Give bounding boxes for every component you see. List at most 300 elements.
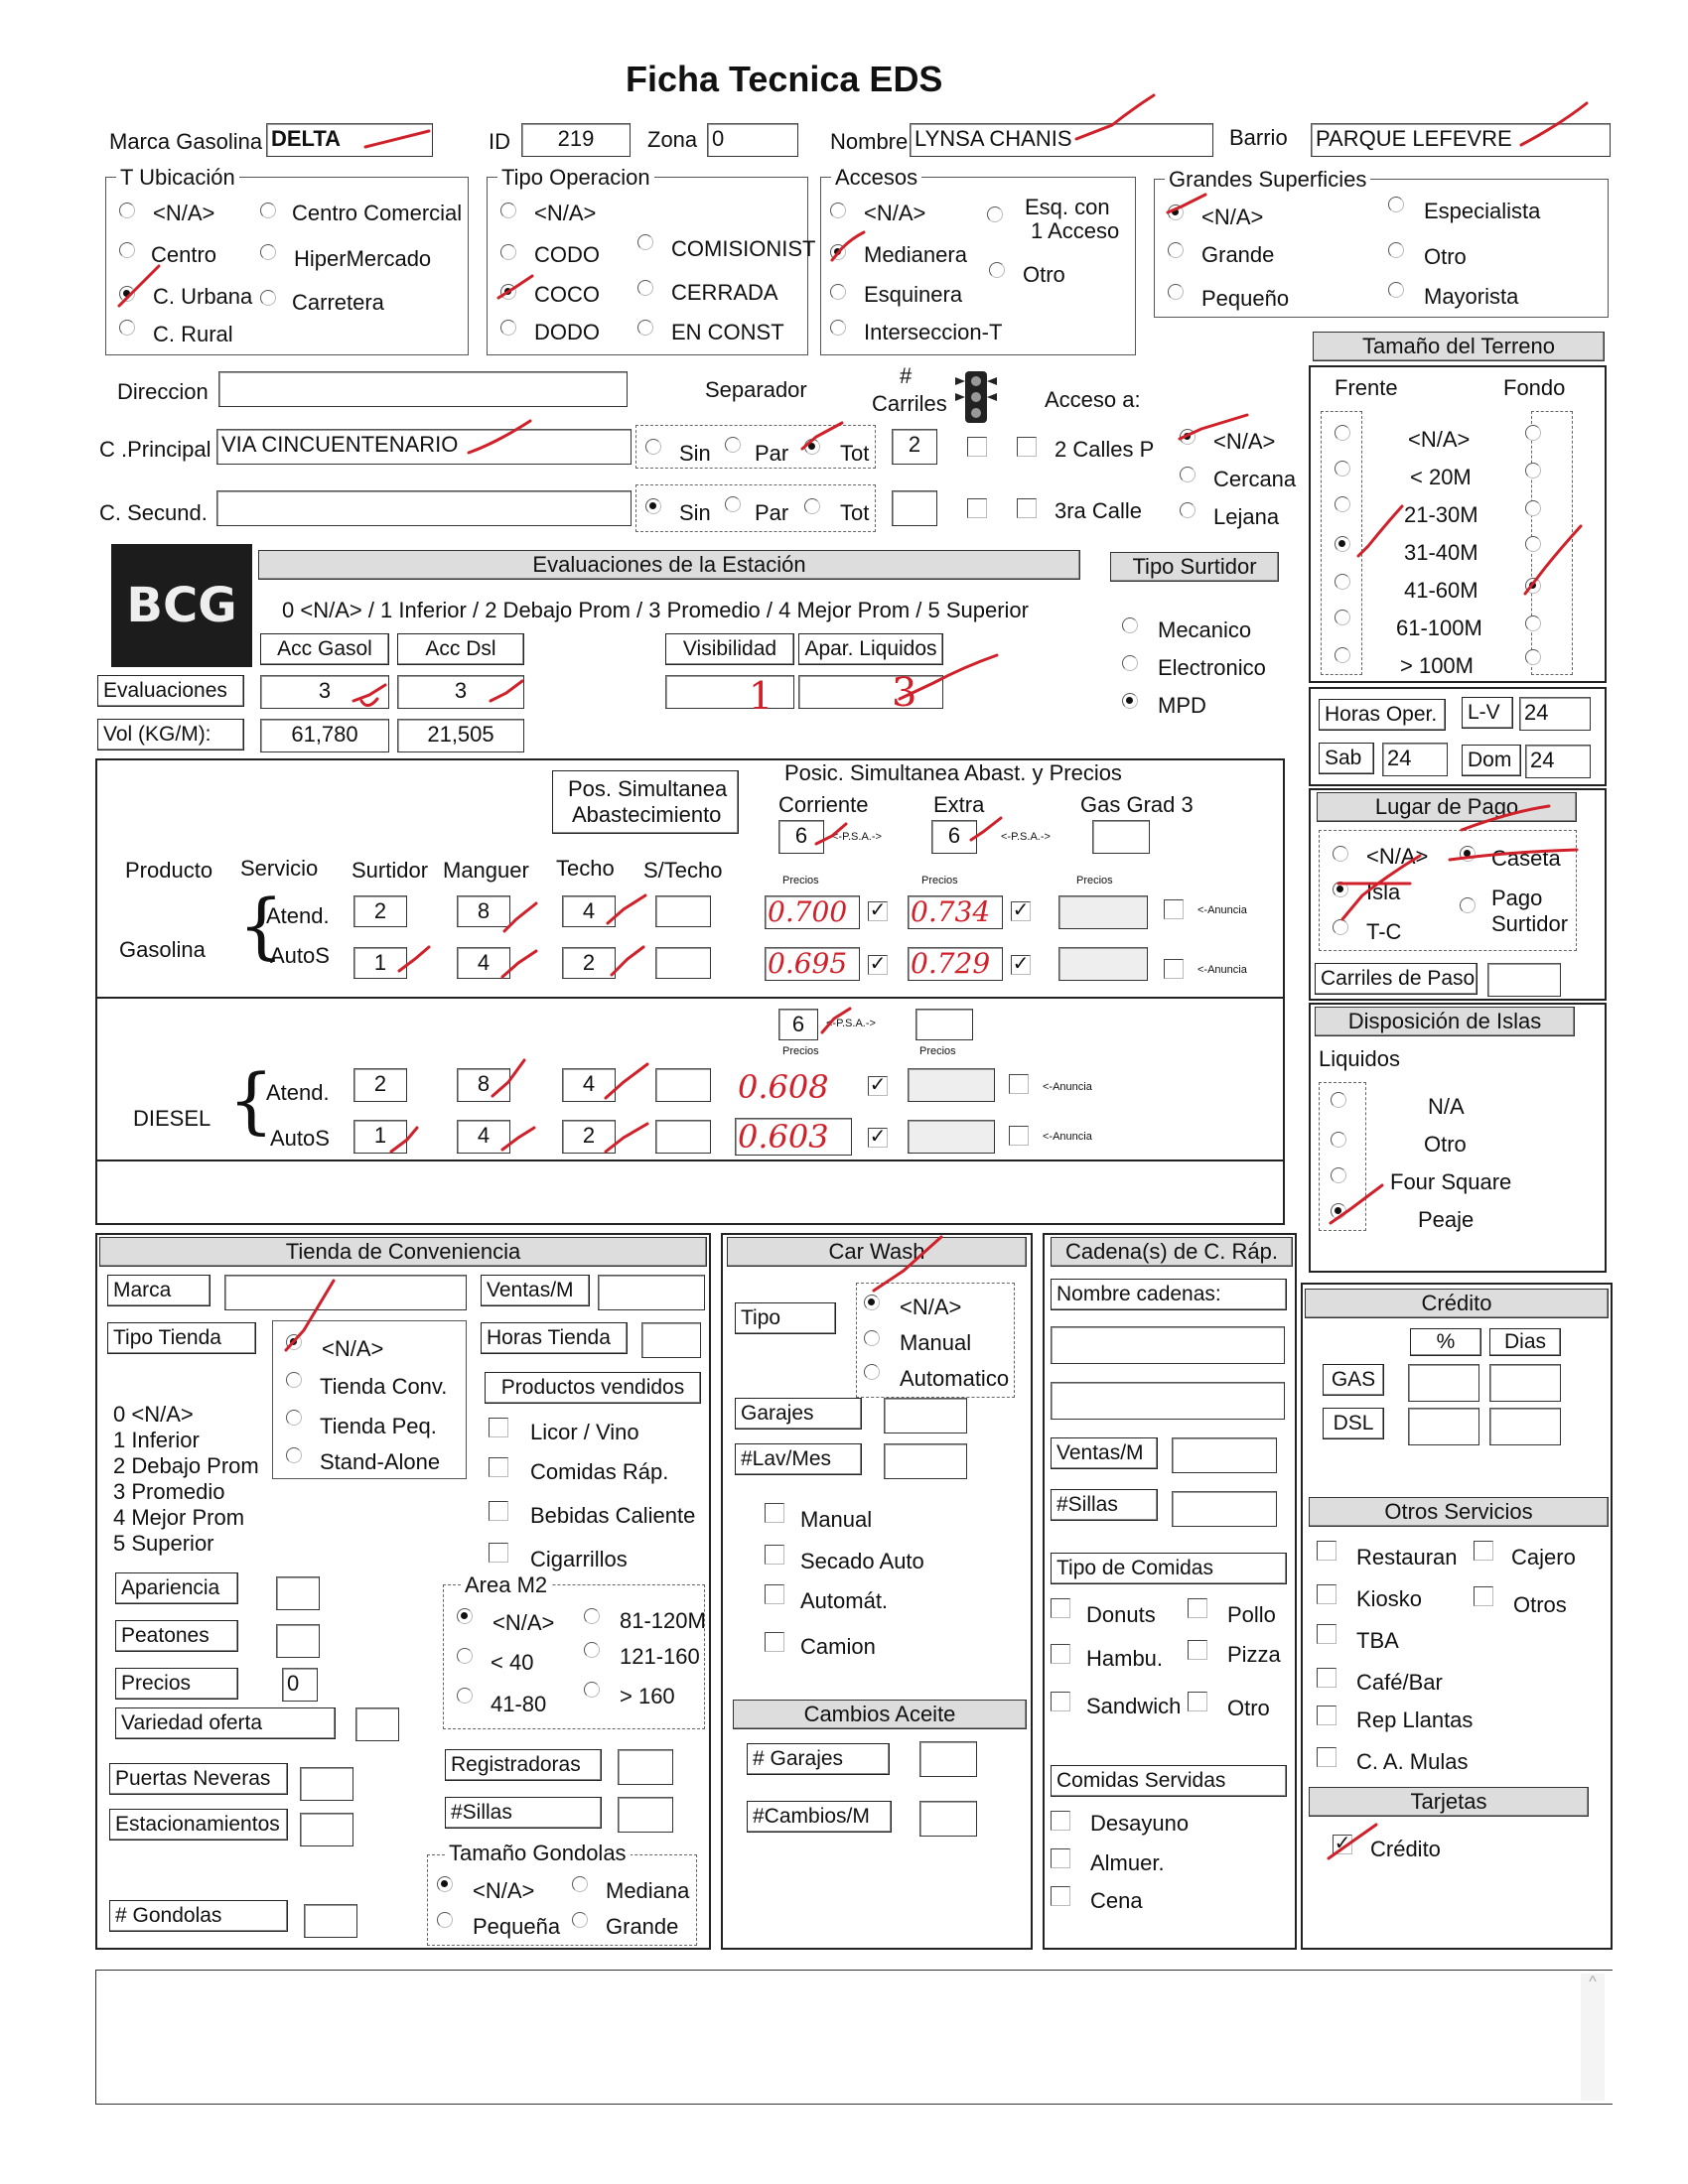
fondo-20-radio[interactable] bbox=[1525, 463, 1541, 478]
servicio-label: Servicio bbox=[240, 856, 319, 881]
psa-2-label: <-P.S.A.-> bbox=[1001, 831, 1051, 843]
secund-par-label: Par bbox=[755, 500, 789, 525]
dsl-atend-manguer[interactable]: 8 bbox=[457, 1068, 510, 1102]
carriles-paso-field[interactable] bbox=[1487, 963, 1561, 997]
area-40-radio[interactable] bbox=[457, 1648, 473, 1664]
evaluaciones-title: Evaluaciones de la Estación bbox=[258, 550, 1080, 580]
precios-dsl1-label: Precios bbox=[782, 1045, 819, 1057]
frente-30-radio[interactable] bbox=[1335, 496, 1350, 512]
ubic-na-label: <N/A> bbox=[153, 201, 215, 225]
gas-autos-anuncia1-check[interactable]: ✓ bbox=[869, 953, 887, 975]
peatones-field[interactable] bbox=[276, 1624, 320, 1658]
secund-carriles-field[interactable] bbox=[892, 490, 937, 526]
pago-tc-radio[interactable] bbox=[1333, 919, 1348, 935]
visibilidad-field[interactable] bbox=[665, 675, 794, 709]
tienda-scale-4: 4 Mejor Prom bbox=[113, 1505, 245, 1530]
gondolas-label: # Gondolas bbox=[109, 1900, 288, 1932]
pollo-check[interactable] bbox=[1188, 1598, 1207, 1618]
gond-mediana-radio[interactable] bbox=[572, 1876, 588, 1892]
apariencia-field[interactable] bbox=[276, 1576, 320, 1610]
pago-isla-radio[interactable] bbox=[1333, 882, 1348, 897]
gas-atend-anuncia1-check[interactable]: ✓ bbox=[869, 899, 887, 921]
dsl-autos-precio1[interactable]: 0.603 bbox=[735, 1118, 852, 1156]
credito-dsl-pct[interactable] bbox=[1408, 1408, 1479, 1445]
ubic-urbana-label: C. Urbana bbox=[153, 284, 253, 309]
tienda-scale-3: 3 Promedio bbox=[113, 1479, 225, 1504]
surt-mpd-label: MPD bbox=[1158, 693, 1206, 718]
pago-caseta-label: Caseta bbox=[1491, 846, 1561, 871]
tienda-scale-1: 1 Inferior bbox=[113, 1428, 200, 1452]
gas-autos-anuncia-label: <-Anuncia bbox=[1197, 964, 1247, 976]
peatones-label: Peatones bbox=[115, 1620, 238, 1652]
cadena-ventas-field[interactable] bbox=[1172, 1437, 1277, 1473]
scroll-up-icon[interactable]: ^ bbox=[1589, 1974, 1597, 1990]
diesel-brace: { bbox=[228, 1058, 274, 1142]
area-80-radio[interactable] bbox=[457, 1688, 473, 1704]
techo-col-label: Techo bbox=[556, 856, 615, 881]
surtidor-col-label: Surtidor bbox=[352, 858, 429, 883]
credito-gas-pct[interactable] bbox=[1408, 1364, 1479, 1402]
cigarrillos-check[interactable] bbox=[489, 1543, 508, 1563]
vol-gas-field[interactable]: 61,780 bbox=[260, 719, 389, 752]
principal-par-label: Par bbox=[755, 441, 789, 466]
islas-four-radio[interactable] bbox=[1331, 1167, 1346, 1183]
vol-label: Vol (KG/M): bbox=[97, 719, 244, 751]
psa-extra-field[interactable]: 6 bbox=[931, 820, 977, 854]
frente-gt100-radio[interactable] bbox=[1335, 647, 1350, 663]
op-codo-radio[interactable] bbox=[500, 244, 516, 260]
cw-manual-check[interactable] bbox=[765, 1503, 784, 1523]
ubic-urbana-radio[interactable] bbox=[119, 286, 135, 302]
otros-serv-label: Otros bbox=[1513, 1592, 1567, 1617]
calles3-check[interactable] bbox=[1017, 498, 1037, 518]
gas-autos-anuncia2-check[interactable]: ✓ bbox=[1012, 953, 1030, 975]
area-160-radio[interactable] bbox=[584, 1642, 600, 1658]
apar-field[interactable] bbox=[798, 675, 943, 709]
dsl-autos-manguer[interactable]: 4 bbox=[457, 1120, 510, 1154]
op-enconst-radio[interactable] bbox=[637, 320, 653, 336]
ubic-cc-radio[interactable] bbox=[260, 203, 276, 218]
cw-lav-field[interactable] bbox=[884, 1443, 967, 1479]
pago-surtidor-radio[interactable] bbox=[1460, 897, 1476, 913]
cafe-check[interactable] bbox=[1317, 1668, 1336, 1688]
gas-atend-precio1[interactable]: 0.700 bbox=[765, 895, 860, 929]
puertas-field[interactable] bbox=[300, 1767, 353, 1801]
op-codo-label: CODO bbox=[534, 242, 600, 267]
gas-atend-surtidor[interactable]: 2 bbox=[353, 895, 407, 927]
gs-otro-label: Otro bbox=[1424, 244, 1467, 269]
gas-atend-anuncia-label: <-Anuncia bbox=[1197, 904, 1247, 916]
tienda-ventas-field[interactable] bbox=[598, 1275, 705, 1310]
cw-manual-radio[interactable] bbox=[864, 1330, 880, 1346]
comidas-servidas-label: Comidas Servidas bbox=[1051, 1765, 1287, 1797]
secund-par-radio[interactable] bbox=[725, 496, 741, 512]
separador-label: Separador bbox=[705, 377, 807, 402]
pizza-check[interactable] bbox=[1188, 1640, 1207, 1660]
tienda-sillas-field[interactable] bbox=[618, 1797, 673, 1833]
tienda-scale-2: 2 Debajo Prom bbox=[113, 1453, 259, 1478]
ubic-hiper-radio[interactable] bbox=[260, 244, 276, 260]
sandwich-check[interactable] bbox=[1051, 1692, 1070, 1711]
gondolas-size-label: Tamaño Gondolas bbox=[445, 1843, 631, 1864]
frente-20-radio[interactable] bbox=[1335, 461, 1350, 477]
principal-check1[interactable] bbox=[967, 437, 987, 457]
variedad-field[interactable] bbox=[355, 1707, 399, 1741]
registradoras-field[interactable] bbox=[618, 1749, 673, 1785]
bebidas-check[interactable] bbox=[489, 1501, 508, 1521]
tipo-na-radio[interactable] bbox=[286, 1334, 302, 1350]
gs-pequeno-radio[interactable] bbox=[1168, 284, 1184, 300]
cajero-check[interactable] bbox=[1474, 1541, 1493, 1561]
gs-na-label: <N/A> bbox=[1201, 205, 1264, 229]
dsl-atend-anuncia1-check[interactable]: ✓ bbox=[869, 1074, 887, 1096]
tienda-scale-5: 5 Superior bbox=[113, 1531, 214, 1556]
principal-sin-label: Sin bbox=[679, 441, 711, 466]
gond-na-label: <N/A> bbox=[473, 1878, 535, 1903]
id-field[interactable]: 219 bbox=[521, 123, 631, 157]
gas-atend-anuncia3-check[interactable] bbox=[1164, 899, 1184, 919]
vol-dsl-field[interactable]: 21,505 bbox=[397, 719, 524, 752]
principal-tot-radio[interactable] bbox=[804, 439, 820, 455]
acc-otro-radio[interactable] bbox=[989, 262, 1005, 278]
psa-diesel-field[interactable]: 6 bbox=[778, 1009, 818, 1040]
desayuno-label: Desayuno bbox=[1090, 1811, 1190, 1836]
acc-intersec-label: Interseccion-T bbox=[864, 320, 1003, 344]
area-120-radio[interactable] bbox=[584, 1608, 600, 1624]
tipo-stand-radio[interactable] bbox=[286, 1447, 302, 1463]
pago-na-radio[interactable] bbox=[1333, 846, 1348, 862]
nombre-label: Nombre bbox=[830, 129, 909, 154]
dsl-atend-techo[interactable]: 4 bbox=[562, 1068, 616, 1102]
dsl-autos-anuncia1-check[interactable]: ✓ bbox=[869, 1126, 887, 1148]
llantas-check[interactable] bbox=[1317, 1706, 1336, 1725]
gs-otro-radio[interactable] bbox=[1388, 242, 1404, 258]
cw-camion-check[interactable] bbox=[765, 1632, 784, 1652]
cambios-field[interactable] bbox=[919, 1801, 977, 1837]
dsl-autos-precio2[interactable] bbox=[908, 1120, 995, 1154]
gas-autos-surtidor[interactable]: 1 bbox=[353, 947, 407, 979]
otros-serv-check[interactable] bbox=[1474, 1586, 1493, 1606]
frente-label: Frente bbox=[1335, 375, 1398, 400]
dsl-atend-anuncia2-check[interactable] bbox=[1009, 1074, 1029, 1094]
sab-field[interactable]: 24 bbox=[1382, 743, 1448, 776]
acc-na-radio[interactable] bbox=[830, 203, 846, 218]
direccion-field[interactable] bbox=[218, 371, 628, 407]
calles2-check[interactable] bbox=[1017, 437, 1037, 457]
aceite-garajes-field[interactable] bbox=[919, 1741, 977, 1777]
op-coco-radio[interactable] bbox=[500, 284, 516, 300]
principal-sin-radio[interactable] bbox=[645, 439, 661, 455]
pizza-label: Pizza bbox=[1227, 1642, 1281, 1667]
acceso-na-radio[interactable] bbox=[1180, 429, 1196, 445]
gas-atend-precio2[interactable]: 0.734 bbox=[908, 895, 1003, 929]
posic-label: Posic. Simultanea Abast. y Precios bbox=[784, 760, 1122, 785]
gas-atend-manguer[interactable]: 8 bbox=[457, 895, 510, 927]
fondo-gt100-radio[interactable] bbox=[1525, 649, 1541, 665]
dsl-autos-anuncia2-check[interactable] bbox=[1009, 1126, 1029, 1146]
ubic-rural-radio[interactable] bbox=[119, 320, 135, 336]
secund-label: C. Secund. bbox=[99, 500, 208, 525]
op-na-label: <N/A> bbox=[534, 201, 597, 225]
principal-tot-label: Tot bbox=[840, 441, 870, 466]
cena-label: Cena bbox=[1090, 1888, 1143, 1913]
cadena-sillas-field[interactable] bbox=[1172, 1491, 1277, 1527]
cajero-label: Cajero bbox=[1511, 1545, 1576, 1570]
gs-grande-label: Grande bbox=[1201, 242, 1275, 267]
cw-auto-label: Automatico bbox=[900, 1366, 1010, 1391]
acc-gasol-field[interactable]: 3 bbox=[260, 675, 389, 709]
gas-atend-precio3[interactable] bbox=[1058, 895, 1148, 929]
gs-mayorista-radio[interactable] bbox=[1388, 282, 1404, 298]
desayuno-check[interactable] bbox=[1051, 1811, 1070, 1831]
surt-electronico-label: Electronico bbox=[1158, 655, 1266, 680]
aceite-title: Cambios Aceite bbox=[733, 1700, 1027, 1729]
tienda-marca-field[interactable] bbox=[224, 1275, 467, 1310]
mulas-label: C. A. Mulas bbox=[1356, 1749, 1469, 1774]
bcg-logo: BCG bbox=[111, 544, 252, 667]
almuer-check[interactable] bbox=[1051, 1848, 1070, 1868]
donuts-check[interactable] bbox=[1051, 1598, 1070, 1618]
dsl-atend-precio2[interactable] bbox=[908, 1068, 995, 1102]
acc-medianera-radio[interactable] bbox=[830, 244, 846, 260]
fondo-60-radio[interactable] bbox=[1525, 578, 1541, 594]
cw-garajes-field[interactable] bbox=[884, 1398, 967, 1433]
acc-1acceso-label: 1 Acceso bbox=[1031, 218, 1120, 243]
liquidos-label: Liquidos bbox=[1319, 1046, 1400, 1071]
bebidas-label: Bebidas Caliente bbox=[530, 1503, 696, 1528]
dsl-autos-anuncia-label: <-Anuncia bbox=[1043, 1131, 1092, 1143]
acc-esq-label: Esq. con bbox=[1025, 195, 1110, 219]
psa-1-label: <-P.S.A.-> bbox=[832, 831, 882, 843]
op-na-radio[interactable] bbox=[500, 203, 516, 218]
apar-label: Apar. Liquidos bbox=[798, 633, 943, 665]
acceso-lejana-radio[interactable] bbox=[1180, 502, 1196, 518]
gas-atend-label: Atend. bbox=[266, 903, 330, 928]
tienda-scale-0: 0 <N/A> bbox=[113, 1402, 194, 1427]
gond-grande-radio[interactable] bbox=[572, 1912, 588, 1928]
horas-tienda-field[interactable] bbox=[641, 1322, 701, 1358]
op-coco-label: COCO bbox=[534, 282, 600, 307]
notes-scrollbar[interactable] bbox=[1581, 1974, 1605, 2101]
mulas-check[interactable] bbox=[1317, 1747, 1336, 1767]
frente-40-radio[interactable] bbox=[1335, 536, 1350, 552]
page-title: Ficha Tecnica EDS bbox=[626, 59, 943, 99]
surt-mecanico-radio[interactable] bbox=[1122, 617, 1138, 633]
tba-check[interactable] bbox=[1317, 1624, 1336, 1644]
marca-field[interactable]: DELTA bbox=[266, 123, 433, 157]
ubic-centro-radio[interactable] bbox=[119, 242, 135, 258]
kiosko-check[interactable] bbox=[1317, 1584, 1336, 1604]
gas-autos-anuncia3-check[interactable] bbox=[1164, 959, 1184, 979]
dsl-autos-techo[interactable]: 2 bbox=[562, 1120, 616, 1154]
pago-title: Lugar de Pago bbox=[1317, 792, 1577, 822]
kiosko-label: Kiosko bbox=[1356, 1586, 1423, 1611]
acceso-lejana-label: Lejana bbox=[1213, 504, 1280, 529]
pago-caseta-radio[interactable] bbox=[1460, 846, 1476, 862]
surt-mecanico-label: Mecanico bbox=[1158, 617, 1252, 642]
barrio-field[interactable]: PARQUE LEFEVRE bbox=[1311, 123, 1611, 157]
licor-check[interactable] bbox=[489, 1418, 508, 1437]
acc-dsl-field[interactable]: 3 bbox=[397, 675, 524, 709]
hambu-check[interactable] bbox=[1051, 1644, 1070, 1664]
frente-60-radio[interactable] bbox=[1335, 574, 1350, 590]
op-cerrada-radio[interactable] bbox=[637, 280, 653, 296]
gas-atend-stecho[interactable] bbox=[655, 895, 711, 927]
tarjeta-credito-check[interactable]: ✓ bbox=[1334, 1833, 1351, 1854]
gas-atend-anuncia2-check[interactable]: ✓ bbox=[1012, 899, 1030, 921]
acc-intersec-radio[interactable] bbox=[830, 320, 846, 336]
terreno-30-label: 21-30M bbox=[1404, 502, 1478, 527]
op-comisionist-radio[interactable] bbox=[637, 234, 653, 250]
acc-na-label: <N/A> bbox=[864, 201, 926, 225]
dsl-atend-anuncia-label: <-Anuncia bbox=[1043, 1081, 1092, 1093]
dsl-atend-precio1[interactable]: 0.608 bbox=[738, 1068, 829, 1106]
productos-label: Productos vendidos bbox=[485, 1372, 701, 1404]
fondo-na-radio[interactable] bbox=[1525, 425, 1541, 441]
gas-autos-precio1[interactable]: 0.695 bbox=[765, 947, 860, 981]
ubic-carretera-radio[interactable] bbox=[260, 290, 276, 306]
credito-dsl-label: DSL bbox=[1323, 1408, 1384, 1439]
secund-sin-radio[interactable] bbox=[645, 498, 661, 514]
credito-gas-dias[interactable] bbox=[1489, 1364, 1561, 1402]
gond-pequena-radio[interactable] bbox=[437, 1912, 453, 1928]
gas-autos-manguer[interactable]: 4 bbox=[457, 947, 510, 979]
tienda-precios-field[interactable]: 0 bbox=[282, 1668, 318, 1702]
gas-atend-techo[interactable]: 4 bbox=[562, 895, 616, 927]
tipo-comidas-label: Tipo de Comidas bbox=[1051, 1553, 1287, 1584]
gas-autos-precio3[interactable] bbox=[1058, 947, 1148, 981]
secund-tot-radio[interactable] bbox=[804, 498, 820, 514]
cadena-nombre2-field[interactable] bbox=[1051, 1382, 1285, 1420]
secund-sin-label: Sin bbox=[679, 500, 711, 525]
producto-label: Producto bbox=[125, 858, 213, 883]
cena-check[interactable] bbox=[1051, 1886, 1070, 1906]
frente-na-radio[interactable] bbox=[1335, 425, 1350, 441]
producto-divider2 bbox=[95, 1160, 1285, 1161]
islas-peaje-radio[interactable] bbox=[1331, 1203, 1346, 1219]
gond-na-radio[interactable] bbox=[437, 1876, 453, 1892]
pago-tc-label: T-C bbox=[1366, 919, 1402, 944]
carriles-num-label: # bbox=[900, 363, 913, 388]
cadena-nombre1-field[interactable] bbox=[1051, 1326, 1285, 1364]
gs-na-radio[interactable] bbox=[1168, 205, 1184, 220]
islas-otro-radio[interactable] bbox=[1331, 1132, 1346, 1148]
gas-autos-label: AutoS bbox=[270, 943, 330, 968]
cw-secado-label: Secado Auto bbox=[800, 1549, 924, 1573]
psa-diesel2-field[interactable] bbox=[915, 1009, 973, 1040]
aceite-garajes-label: # Garajes bbox=[747, 1743, 890, 1775]
precios-2-label: Precios bbox=[921, 875, 958, 887]
gs-especialista-radio[interactable] bbox=[1388, 197, 1404, 212]
area-gt160-radio[interactable] bbox=[584, 1682, 600, 1698]
tipo-peq-label: Tienda Peq. bbox=[320, 1414, 437, 1438]
tipo-stand-label: Stand-Alone bbox=[320, 1449, 441, 1474]
cw-garajes-label: Garajes bbox=[735, 1398, 862, 1430]
terreno-na-label: <N/A> bbox=[1408, 427, 1471, 452]
cw-secado-check[interactable] bbox=[765, 1545, 784, 1565]
principal-par-radio[interactable] bbox=[725, 437, 741, 453]
principal-carriles-field[interactable]: 2 bbox=[892, 429, 937, 465]
tipo-conv-radio[interactable] bbox=[286, 1372, 302, 1388]
nombre-field[interactable]: LYNSA CHANIS bbox=[910, 123, 1213, 157]
dsl-autos-stecho[interactable] bbox=[655, 1120, 711, 1154]
tarjetas-title: Tarjetas bbox=[1309, 1787, 1589, 1817]
credito-dsl-dias[interactable] bbox=[1489, 1408, 1561, 1445]
gas-autos-stecho[interactable] bbox=[655, 947, 711, 979]
acc-esq1-radio[interactable] bbox=[987, 206, 1003, 222]
acc-gasol-label: Acc Gasol bbox=[260, 633, 389, 665]
credito-gas-label: GAS bbox=[1323, 1364, 1384, 1396]
comidas-label: Comidas Ráp. bbox=[530, 1459, 669, 1484]
islas-four-label: Four Square bbox=[1390, 1169, 1512, 1194]
acceso-cercana-radio[interactable] bbox=[1180, 467, 1196, 482]
islas-na-label: N/A bbox=[1428, 1094, 1465, 1119]
surt-electronico-radio[interactable] bbox=[1122, 655, 1138, 671]
dom-field[interactable]: 24 bbox=[1525, 745, 1591, 778]
dias-label: Dias bbox=[1489, 1328, 1561, 1356]
area-120-label: 81-120M bbox=[620, 1608, 706, 1633]
ubic-centro-label: Centro bbox=[151, 242, 217, 267]
secund-field[interactable] bbox=[216, 490, 632, 526]
psa-grad3-field[interactable] bbox=[1092, 820, 1150, 854]
notes-area[interactable] bbox=[95, 1970, 1613, 2105]
fondo-100-radio[interactable] bbox=[1525, 615, 1541, 631]
secund-check1[interactable] bbox=[967, 498, 987, 518]
gs-grande-radio[interactable] bbox=[1168, 242, 1184, 258]
cafe-label: Café/Bar bbox=[1356, 1670, 1443, 1695]
otro-comida-check[interactable] bbox=[1188, 1692, 1207, 1711]
gasolina-label: Gasolina bbox=[119, 937, 206, 962]
tipo-peq-radio[interactable] bbox=[286, 1410, 302, 1426]
gondolas-field[interactable] bbox=[304, 1904, 357, 1938]
tienda-ventas-label: Ventas/M bbox=[481, 1275, 590, 1306]
fondo-30-radio[interactable] bbox=[1525, 500, 1541, 516]
surt-mpd-radio[interactable] bbox=[1122, 693, 1138, 709]
principal-field[interactable]: VIA CINCUENTENARIO bbox=[216, 429, 632, 465]
tarjeta-credito-label: Crédito bbox=[1370, 1837, 1441, 1861]
psa-corriente-field[interactable]: 6 bbox=[778, 820, 824, 854]
estac-field[interactable] bbox=[300, 1813, 353, 1846]
gas-autos-techo[interactable]: 2 bbox=[562, 947, 616, 979]
fondo-label: Fondo bbox=[1503, 375, 1566, 400]
fondo-40-radio[interactable] bbox=[1525, 536, 1541, 552]
zona-field[interactable]: 0 bbox=[707, 123, 798, 157]
acc-esquinera-radio[interactable] bbox=[830, 284, 846, 300]
zona-label: Zona bbox=[647, 127, 698, 152]
islas-otro-label: Otro bbox=[1424, 1132, 1467, 1157]
precios-3-label: Precios bbox=[1076, 875, 1113, 887]
comidas-check[interactable] bbox=[489, 1457, 508, 1477]
cw-auto-radio[interactable] bbox=[864, 1364, 880, 1380]
islas-na-radio[interactable] bbox=[1331, 1092, 1346, 1108]
dsl-atend-surtidor[interactable]: 2 bbox=[353, 1068, 407, 1102]
area-na-radio[interactable] bbox=[457, 1608, 473, 1624]
ubic-na-radio[interactable] bbox=[119, 203, 135, 218]
precios-dsl2-label: Precios bbox=[919, 1045, 956, 1057]
restauran-label: Restauran bbox=[1356, 1545, 1458, 1570]
dsl-autos-surtidor[interactable]: 1 bbox=[353, 1120, 407, 1154]
restauran-check[interactable] bbox=[1317, 1541, 1336, 1561]
cw-na-radio[interactable] bbox=[864, 1295, 880, 1310]
dsl-atend-stecho[interactable] bbox=[655, 1068, 711, 1102]
gond-mediana-label: Mediana bbox=[606, 1878, 690, 1903]
gas-autos-precio2[interactable]: 0.729 bbox=[908, 947, 1003, 981]
pago-pago-label: Pago bbox=[1491, 886, 1543, 910]
op-dodo-radio[interactable] bbox=[500, 320, 516, 336]
cw-automat-check[interactable] bbox=[765, 1584, 784, 1604]
frente-100-radio[interactable] bbox=[1335, 610, 1350, 625]
lv-field[interactable]: 24 bbox=[1519, 697, 1591, 731]
